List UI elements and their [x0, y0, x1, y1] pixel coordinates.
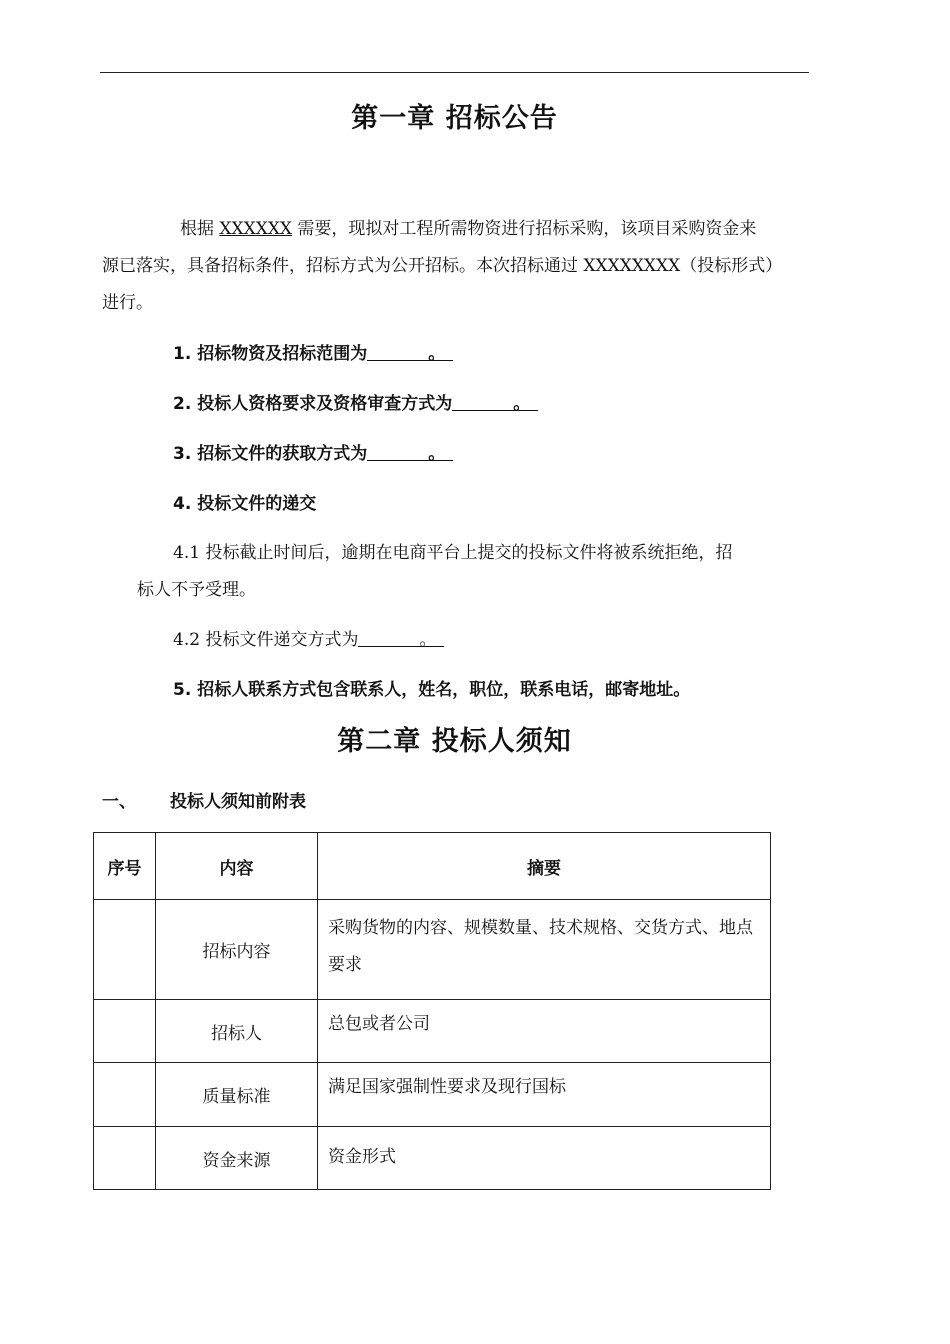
item-4: 4. 投标文件的递交: [173, 494, 317, 514]
intro-line-2: 源已落实，具备招标条件，招标方式为公开招标。本次招标通过 XXXXXXXX（投标形式）: [102, 256, 783, 276]
row-summary: 采购货物的内容、规模数量、技术规格、交货方式、地点要求: [318, 900, 771, 1000]
section-title: 投标人须知前附表: [170, 792, 306, 812]
blank-field: 。: [367, 336, 453, 361]
item-4-1-line-2: 标人不予受理。: [137, 580, 256, 600]
item-2: 2. 投标人资格要求及资格审查方式为 。: [173, 386, 538, 423]
row-content: 招标内容: [156, 900, 318, 1000]
blank-field: 。: [452, 386, 538, 411]
section-number: 一、: [102, 792, 136, 812]
intro-line-3: 进行。: [102, 293, 153, 313]
intro-line-1: 根据 XXXXXX 需要，现拟对工程所需物资进行招标采购，该项目采购资金来: [180, 219, 757, 239]
header-content: 内容: [156, 833, 318, 900]
header-summary: 摘要: [318, 833, 771, 900]
chapter1-title: 第一章 招标公告: [351, 103, 558, 134]
item-1: 1. 招标物资及招标范围为 。: [173, 336, 453, 373]
table-row: [94, 1127, 771, 1190]
item-3: 3. 招标文件的获取方式为 。: [173, 436, 453, 473]
row-summary: 满足国家强制性要求及现行国标: [318, 1063, 771, 1127]
item-4-1-line-1: 4.1 投标截止时间后，逾期在电商平台上提交的投标文件将被系统拒绝，招: [173, 543, 733, 563]
table-row: [94, 1063, 771, 1127]
header-rule: [100, 72, 809, 73]
blank-field: 。: [367, 436, 453, 461]
bidder-notice-table: [93, 832, 771, 1190]
header-no: 序号: [94, 833, 156, 900]
row-summary: 资金形式: [318, 1127, 771, 1190]
item-4-2: 4.2 投标文件递交方式为 。: [173, 622, 444, 659]
table-row: [94, 1000, 771, 1063]
chapter2-title: 第二章 投标人须知: [337, 726, 572, 757]
blank-field: 。: [358, 622, 444, 647]
table-row: [94, 900, 771, 1000]
row-content: 资金来源: [156, 1127, 318, 1190]
table-header-row: [94, 833, 771, 900]
project-placeholder: XXXXXX: [219, 219, 293, 239]
item-5: 5. 招标人联系方式包含联系人，姓名，职位，联系电话，邮寄地址。: [173, 680, 691, 700]
row-summary: 总包或者公司: [318, 1000, 771, 1063]
row-content: 质量标准: [156, 1063, 318, 1127]
row-content: 招标人: [156, 1000, 318, 1063]
